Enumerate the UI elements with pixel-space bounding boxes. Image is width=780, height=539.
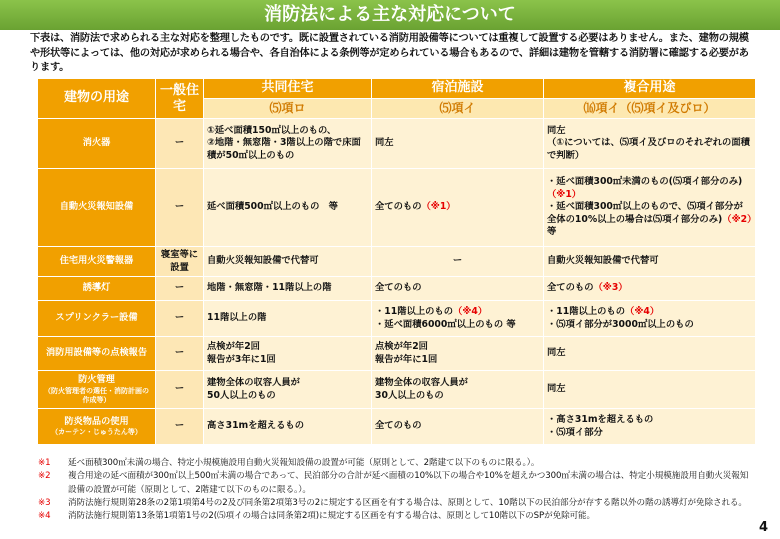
header-col2-name: 宿泊施設: [372, 79, 544, 99]
general-cell: ー: [156, 371, 204, 409]
note-ref: （※3）: [593, 282, 628, 294]
col2-cell: [372, 337, 544, 371]
table-row: [38, 277, 756, 301]
row-label: スプリンクラー設備: [38, 301, 156, 337]
general-cell: ー: [156, 277, 204, 301]
page-number: 4: [759, 520, 769, 535]
cell-line: （①については、⑸項イ及びロのそれぞれの面積で判断）: [547, 137, 750, 161]
note-ref: （※4）: [453, 305, 488, 317]
col3-cell: [544, 277, 756, 301]
cell-line: ②地階・無窓階・3階以上の階で床面積が50㎡以上のもの: [207, 137, 361, 161]
footnote: [38, 497, 750, 510]
page-title: 消防法による主な対応について: [0, 0, 780, 30]
cell-line: ・⑸項イ部分が3000㎡以上のもの: [547, 318, 694, 330]
footnote-text: 消防法施行規則第13条第1項第1号の2(⑸項イの場合は同条第2項)に規定する区画を有する場合は、原則として10階以下のSPが免除可能。: [68, 511, 596, 522]
note-ref: （※1）: [547, 188, 582, 200]
footnote-mark: ※4: [38, 511, 51, 522]
col1-cell: 自動火災報知設備で代替可: [204, 247, 372, 277]
col3-cell: [544, 119, 756, 169]
header-col1-sub: ⑸項ロ: [204, 99, 372, 119]
row-label-main: 防炎物品の使用: [64, 415, 129, 427]
cell-line: 報告が年に1回: [375, 353, 438, 365]
col2-cell: [372, 169, 544, 247]
header-use: 建物の用途: [38, 79, 156, 119]
note-ref: （※1）: [421, 201, 456, 213]
row-label: 消防用設備等の点検報告: [38, 337, 156, 371]
col1-cell: 高さ31mを超えるもの: [204, 409, 372, 445]
col3-cell: 同左: [544, 337, 756, 371]
row-label-sub: （カーテン・じゅうたん等）: [51, 428, 142, 437]
row-label-sub: （防火管理者の選任・消防計画の作成等）: [44, 386, 149, 404]
general-cell: ー: [156, 337, 204, 371]
col2-cell: ー: [372, 247, 544, 277]
note-ref: （※4）: [625, 305, 660, 317]
cell-line: ①延べ面積150㎡以上のもの、: [207, 124, 337, 136]
cell-line: 50人以上のもの: [207, 389, 276, 401]
cell-text: ・延べ面積300㎡未満のもの(⑸項イ部分のみ): [547, 176, 743, 188]
col1-cell: [204, 337, 372, 371]
col2-cell: [372, 301, 544, 337]
cell-text: 全てのもの: [375, 201, 422, 213]
row-label-main: 防火管理: [78, 374, 115, 386]
col2-cell: 全てのもの: [372, 409, 544, 445]
col1-cell: 地階・無窓階・11階以上の階: [204, 277, 372, 301]
cell-line: 同左: [547, 124, 566, 136]
footnote-mark: ※2: [38, 471, 51, 482]
general-cell: ー: [156, 409, 204, 445]
footnote-mark: ※3: [38, 497, 51, 508]
footnote-mark: ※1: [38, 458, 51, 468]
cell-text: 全てのもの: [547, 282, 594, 294]
footnote: [38, 510, 750, 523]
cell-line: 点検が年2回: [375, 340, 428, 352]
table-row: [38, 247, 756, 277]
footnote: [38, 470, 750, 497]
row-label: 消火器: [38, 119, 156, 169]
header-general: 一般住宅: [156, 79, 204, 119]
cell-line: 30人以上のもの: [375, 389, 444, 401]
header-col1-name: 共同住宅: [204, 79, 372, 99]
cell-line: 建物全体の収容人員が: [375, 376, 468, 388]
col3-cell: [544, 301, 756, 337]
footnote-text: 複合用途の延べ面積が300㎡以上500㎡未満の場合であって、民泊部分の合計が延べ面積の10%以下の場合や10%を超えかつ300㎡未満の場合は、特定小規模施設用自動火災報知設備の設置が可能（原則として、2階建て以下のものに限る。）。: [68, 471, 749, 495]
col1-cell: [204, 371, 372, 409]
general-cell: ー: [156, 301, 204, 337]
fire-law-table: [38, 79, 756, 445]
col2-cell: [372, 371, 544, 409]
cell-line: 点検が年2回: [207, 340, 260, 352]
cell-line: ・延べ面積6000㎡以上のもの 等: [375, 318, 516, 330]
footnotes: [38, 457, 750, 523]
table-row: [38, 337, 756, 371]
row-label: [38, 371, 156, 409]
row-label: [38, 409, 156, 445]
intro-text: 下表は、消防法で求められる主な対応を整理したものです。既に設置されている消防用設備等については重複して設置する必要はありません。また、建物の規模や形状等によっては、他の対応が求められる場合や、各自治体による条例等が定められている場合もあるので、詳細は建物を管轄する消防署に確認する必要があります。: [30, 33, 749, 73]
col1-cell: 11階以上の階: [204, 301, 372, 337]
note-ref: （※2）: [722, 213, 752, 225]
col3-cell: 同左: [544, 371, 756, 409]
header-col3-name: 複合用途: [544, 79, 756, 99]
general-cell: ー: [156, 119, 204, 169]
header-col2-sub: ⑸項イ: [372, 99, 544, 119]
table-row: [38, 301, 756, 337]
row-label: 自動火災報知設備: [38, 169, 156, 247]
col2-cell: 全てのもの: [372, 277, 544, 301]
footnote-text: 延べ面積300㎡未満の場合、特定小規模施設用自動火災報知設備の設置が可能（原則として、2階建て以下のものに限る。）。: [68, 458, 540, 468]
table-row: [38, 169, 756, 247]
cell-text: ・11階以上のもの: [547, 305, 626, 317]
table-row: [38, 119, 756, 169]
col1-cell: [204, 119, 372, 169]
table-row: [38, 409, 756, 445]
cell-line: 報告が3年に1回: [207, 353, 276, 365]
col3-cell: 自動火災報知設備で代替可: [544, 247, 756, 277]
col3-cell: [544, 409, 756, 445]
col1-cell: 延べ面積500㎡以上のもの 等: [204, 169, 372, 247]
cell-line: 建物全体の収容人員が: [207, 376, 300, 388]
cell-text: ・延べ面積300㎡以上のもので、⑸項イ部分が全体の10%以上の場合は⑸項イ部分のみ): [547, 201, 743, 225]
col3-cell: [544, 169, 756, 247]
cell-text: ・11階以上のもの: [375, 305, 454, 317]
table-row: [38, 371, 756, 409]
footnote: [38, 457, 750, 470]
row-label: 住宅用火災警報器: [38, 247, 156, 277]
header-col3-sub: ⒃項イ（⑸項イ及びロ）: [544, 99, 756, 119]
general-cell: 寝室等に設置: [156, 247, 204, 277]
general-cell: ー: [156, 169, 204, 247]
cell-line: ・高さ31mを超えるもの: [547, 413, 654, 425]
cell-text: 等: [547, 226, 557, 238]
row-label: 誘導灯: [38, 277, 156, 301]
cell-line: ・⑸項イ部分: [547, 426, 603, 438]
footnote-text: 消防法施行規則第28条の2第1項第4号の2及び同条第2項第3号の2に規定する区画を有する場合は、原則として、10階以下の民泊部分が存する階以外の階の誘導灯が免除される。: [68, 497, 747, 508]
col2-cell: 同左: [372, 119, 544, 169]
